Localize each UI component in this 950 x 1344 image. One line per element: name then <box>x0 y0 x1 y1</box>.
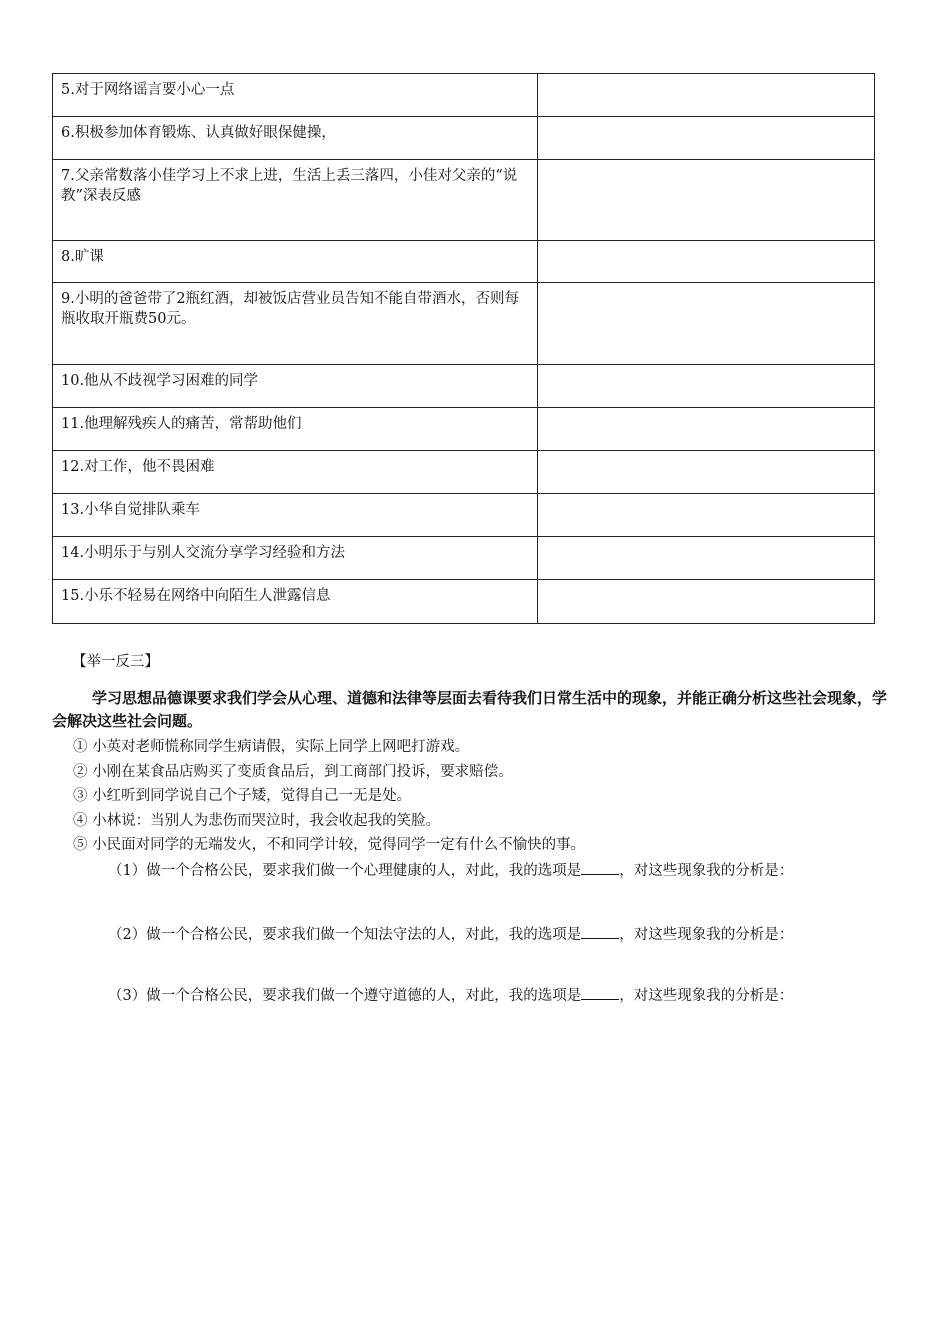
table-row <box>53 241 875 283</box>
classification-table <box>52 73 875 624</box>
question-text: （2）做一个合格公民，要求我们做一个知法守法的人，对此，我的选项是 <box>108 927 582 943</box>
table-row <box>53 494 875 537</box>
table-cell-statement: 15.小乐不轻易在网络中向陌生人泄露信息 <box>53 580 538 624</box>
question-text: ，对这些现象我的分析是： <box>619 988 794 1004</box>
table-cell-statement: 10.他从不歧视学习困难的同学 <box>53 365 538 408</box>
table-cell-statement: 5.对于网络谣言要小心一点 <box>53 74 538 117</box>
list-item: ① 小英对老师慌称同学生病请假，实际上同学上网吧打游戏。 <box>73 739 470 755</box>
table-cell-answer[interactable] <box>538 580 875 624</box>
answer-blank[interactable] <box>581 925 619 939</box>
question-3 <box>108 986 793 1006</box>
table-cell-answer[interactable] <box>538 283 875 365</box>
list-item: ⑤ 小民面对同学的无端发火，不和同学计较，觉得同学一定有什么不愉快的事。 <box>73 837 586 853</box>
section-title: 【举一反三】 <box>72 654 159 670</box>
question-text: （3）做一个合格公民，要求我们做一个遵守道德的人，对此，我的选项是 <box>108 988 582 1004</box>
table-row <box>53 117 875 160</box>
list-item: ③ 小红听到同学说自己个子矮，觉得自己一无是处。 <box>73 788 412 804</box>
list-item: ② 小刚在某食品店购买了变质食品后，到工商部门投诉，要求赔偿。 <box>73 763 513 780</box>
question-text: ，对这些现象我的分析是： <box>619 863 794 879</box>
answer-blank[interactable] <box>581 861 619 875</box>
scenario-list <box>73 735 585 858</box>
table-row <box>53 365 875 408</box>
table-cell-answer[interactable] <box>538 451 875 494</box>
table-row <box>53 74 875 117</box>
table-cell-answer[interactable] <box>538 241 875 283</box>
question-text: ，对这些现象我的分析是： <box>619 927 794 943</box>
table-cell-statement: 8.旷课 <box>53 241 538 283</box>
question-2 <box>108 925 793 945</box>
table-cell-answer[interactable] <box>538 537 875 580</box>
table-cell-statement: 14.小明乐于与别人交流分享学习经验和方法 <box>53 537 538 580</box>
table-row <box>53 451 875 494</box>
table-cell-answer[interactable] <box>538 365 875 408</box>
table-row <box>53 283 875 365</box>
table-row <box>53 537 875 580</box>
table-row <box>53 160 875 241</box>
table-cell-statement: 11.他理解残疾人的痛苦，常帮助他们 <box>53 408 538 451</box>
list-item: ④ 小林说：当别人为悲伤而哭泣时，我会收起我的笑脸。 <box>73 812 441 829</box>
table-cell-statement: 7.父亲常数落小佳学习上不求上进，生活上丢三落四，小佳对父亲的“说教”深表反感 <box>53 160 538 241</box>
table-cell-answer[interactable] <box>538 74 875 117</box>
table-cell-answer[interactable] <box>538 494 875 537</box>
section-intro: 学习思想品德课要求我们学会从心理、道德和法律等层面去看待我们日常生活中的现象，并能正确分析这些社会现象，学会解决这些社会问题。 <box>52 689 888 730</box>
table-cell-answer[interactable] <box>538 117 875 160</box>
table-row <box>53 408 875 451</box>
table-row <box>53 580 875 624</box>
table-cell-statement: 13.小华自觉排队乘车 <box>53 494 538 537</box>
answer-blank[interactable] <box>581 986 619 1000</box>
question-text: （1）做一个合格公民，要求我们做一个心理健康的人，对此，我的选项是 <box>108 863 582 879</box>
table-cell-statement: 12.对工作，他不畏困难 <box>53 451 538 494</box>
table-cell-statement: 6.积极参加体育锻炼、认真做好眼保健操， <box>53 117 538 160</box>
table-cell-answer[interactable] <box>538 160 875 241</box>
table-cell-answer[interactable] <box>538 408 875 451</box>
question-1 <box>108 861 793 881</box>
table-cell-statement: 9.小明的爸爸带了2瓶红酒，却被饭店营业员告知不能自带酒水，否则每瓶收取开瓶费50元。 <box>53 283 538 365</box>
